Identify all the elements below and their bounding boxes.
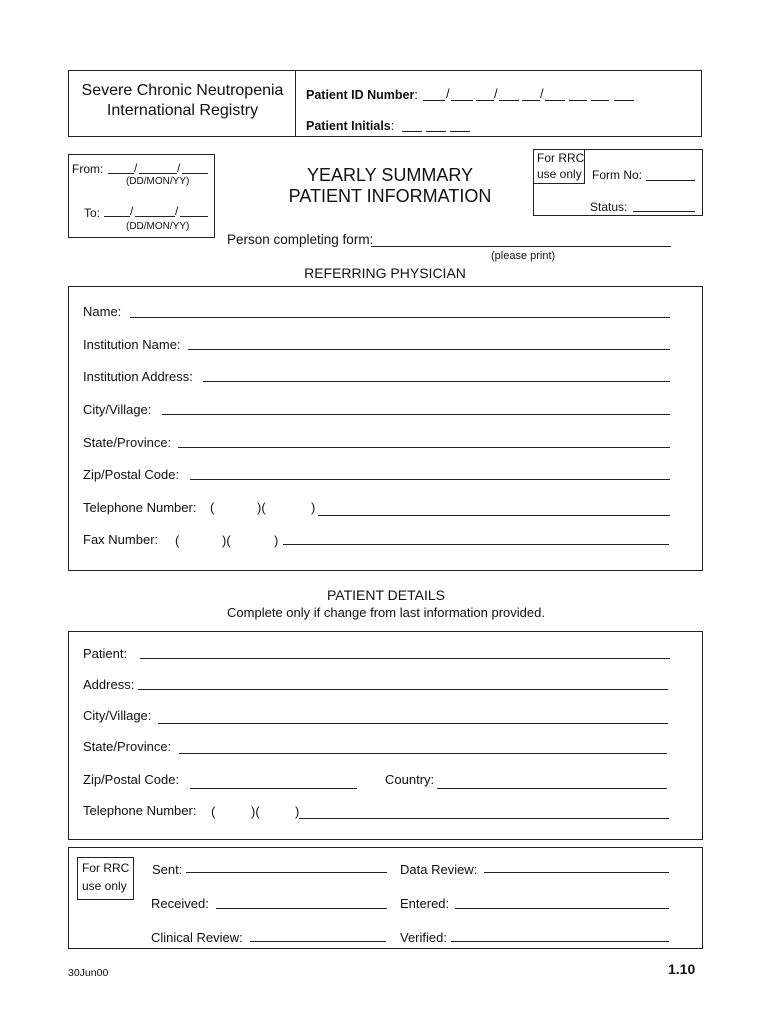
patient-initials-seg-3[interactable] bbox=[450, 131, 470, 132]
received-field[interactable] bbox=[216, 908, 387, 909]
to-year-field[interactable] bbox=[180, 216, 208, 217]
rrc-top-label-line2: use only bbox=[537, 167, 582, 181]
footer-date-code: 30Jun00 bbox=[68, 967, 109, 979]
entered-label: Entered: bbox=[400, 896, 450, 911]
physician-telephone-label: Telephone Number: bbox=[83, 500, 197, 515]
physician-telephone-paren-close: ) bbox=[311, 500, 316, 515]
rrc-top-label-line1: For RRC bbox=[537, 151, 585, 165]
to-slash-2: / bbox=[175, 204, 179, 218]
form-title-line2: PATIENT INFORMATION bbox=[288, 186, 492, 206]
institution-address-field[interactable] bbox=[203, 381, 670, 382]
from-month-field[interactable] bbox=[139, 173, 177, 174]
patient-id-label-text: Patient ID Number bbox=[306, 88, 415, 102]
to-month-field[interactable] bbox=[135, 216, 175, 217]
from-format-hint: (DD/MON/YY) bbox=[126, 176, 190, 187]
physician-fax-paren-mid: )( bbox=[222, 533, 231, 548]
patient-id-slash-2: / bbox=[494, 86, 498, 101]
patient-telephone-label: Telephone Number: bbox=[83, 803, 197, 818]
patient-id-label bbox=[306, 87, 418, 103]
patient-initials-label bbox=[306, 118, 394, 134]
data-review-field[interactable] bbox=[484, 872, 669, 873]
from-year-field[interactable] bbox=[182, 173, 208, 174]
patient-telephone-field[interactable] bbox=[299, 818, 669, 819]
patient-id-seg-7[interactable] bbox=[569, 100, 587, 101]
patient-initials-seg-2[interactable] bbox=[426, 131, 446, 132]
physician-state-field[interactable] bbox=[178, 447, 670, 448]
patient-zip-label: Zip/Postal Code: bbox=[83, 772, 180, 787]
from-slash-2: / bbox=[177, 161, 181, 175]
person-completing-field[interactable] bbox=[371, 246, 671, 247]
to-format-hint: (DD/MON/YY) bbox=[126, 221, 190, 232]
clinical-review-label: Clinical Review: bbox=[151, 930, 243, 945]
verified-field[interactable] bbox=[451, 941, 669, 942]
rrc-bottom-label-line1: For RRC bbox=[82, 861, 130, 875]
physician-telephone-paren-open: ( bbox=[210, 500, 215, 515]
patient-name-label: Patient: bbox=[83, 646, 128, 661]
form-title-line1: YEARLY SUMMARY bbox=[306, 165, 474, 185]
sent-field[interactable] bbox=[186, 872, 387, 873]
patient-address-label: Address: bbox=[83, 677, 135, 692]
patient-telephone-paren-mid: )( bbox=[251, 804, 260, 819]
patient-details-subheading: Complete only if change from last information provided. bbox=[227, 605, 545, 620]
patient-id-colon: : bbox=[414, 88, 418, 102]
patient-id-seg-8[interactable] bbox=[591, 100, 609, 101]
patient-telephone-paren-close: ) bbox=[295, 804, 300, 819]
please-print-hint: (please print) bbox=[491, 250, 556, 262]
form-no-field[interactable] bbox=[646, 180, 695, 181]
to-label: To: bbox=[84, 206, 101, 220]
clinical-review-field[interactable] bbox=[250, 941, 386, 942]
to-slash-1: / bbox=[130, 204, 134, 218]
footer-page-number: 1.10 bbox=[668, 961, 696, 977]
physician-telephone-field[interactable] bbox=[318, 515, 670, 516]
physician-fax-label: Fax Number: bbox=[83, 532, 159, 547]
rrc-bottom-label-line2: use only bbox=[82, 879, 127, 893]
physician-fax-paren-open: ( bbox=[175, 533, 180, 548]
patient-id-seg-6[interactable] bbox=[545, 100, 565, 101]
patient-id-seg-3[interactable] bbox=[476, 100, 494, 101]
physician-city-field[interactable] bbox=[162, 414, 670, 415]
patient-initials-seg-1[interactable] bbox=[402, 131, 422, 132]
registry-name-line2: International Registry bbox=[106, 102, 259, 119]
patient-details-heading: PATIENT DETAILS bbox=[327, 587, 445, 603]
patient-id-slash-1: / bbox=[446, 86, 450, 101]
patient-country-label: Country: bbox=[385, 772, 435, 787]
physician-city-label: City/Village: bbox=[83, 402, 152, 417]
patient-id-seg-2[interactable] bbox=[451, 100, 473, 101]
from-day-field[interactable] bbox=[108, 173, 134, 174]
person-completing-label: Person completing form: bbox=[227, 232, 374, 247]
physician-fax-field[interactable] bbox=[283, 544, 669, 545]
referring-physician-box bbox=[68, 286, 703, 571]
patient-initials-label-text: Patient Initials bbox=[306, 119, 391, 133]
to-day-field[interactable] bbox=[104, 216, 130, 217]
institution-name-field[interactable] bbox=[188, 349, 670, 350]
from-label: From: bbox=[72, 162, 104, 176]
patient-id-slash-3: / bbox=[540, 86, 544, 101]
status-label: Status: bbox=[590, 200, 628, 214]
header-divider bbox=[295, 70, 296, 137]
patient-state-field[interactable] bbox=[179, 753, 667, 754]
physician-telephone-paren-mid: )( bbox=[257, 500, 266, 515]
patient-zip-field[interactable] bbox=[190, 788, 357, 789]
patient-id-seg-4[interactable] bbox=[499, 100, 519, 101]
sent-label: Sent: bbox=[152, 862, 183, 877]
institution-address-label: Institution Address: bbox=[83, 369, 193, 384]
verified-label: Verified: bbox=[400, 930, 447, 945]
physician-name-field[interactable] bbox=[130, 317, 670, 318]
physician-fax-paren-close: ) bbox=[274, 533, 279, 548]
patient-id-seg-5[interactable] bbox=[522, 100, 540, 101]
institution-name-label: Institution Name: bbox=[83, 337, 181, 352]
patient-id-seg-9[interactable] bbox=[614, 100, 634, 101]
data-review-label: Data Review: bbox=[400, 862, 478, 877]
physician-zip-label: Zip/Postal Code: bbox=[83, 467, 180, 482]
status-field[interactable] bbox=[633, 211, 695, 212]
patient-id-seg-1[interactable] bbox=[423, 100, 445, 101]
patient-country-field[interactable] bbox=[437, 788, 667, 789]
referring-physician-heading: REFERRING PHYSICIAN bbox=[304, 265, 466, 281]
registry-name-line1: Severe Chronic Neutropenia bbox=[81, 82, 284, 99]
patient-state-label: State/Province: bbox=[83, 739, 172, 754]
received-label: Received: bbox=[151, 896, 209, 911]
patient-city-label: City/Village: bbox=[83, 708, 152, 723]
physician-state-label: State/Province: bbox=[83, 435, 172, 450]
form-no-label: Form No: bbox=[592, 168, 643, 182]
entered-field[interactable] bbox=[455, 908, 669, 909]
physician-name-label: Name: bbox=[83, 304, 122, 319]
physician-zip-field[interactable] bbox=[190, 479, 670, 480]
patient-address-field[interactable] bbox=[138, 689, 668, 690]
patient-telephone-paren-open: ( bbox=[211, 804, 216, 819]
patient-city-field[interactable] bbox=[158, 723, 668, 724]
patient-name-field[interactable] bbox=[140, 658, 670, 659]
patient-initials-colon: : bbox=[390, 119, 395, 133]
from-slash-1: / bbox=[134, 161, 138, 175]
